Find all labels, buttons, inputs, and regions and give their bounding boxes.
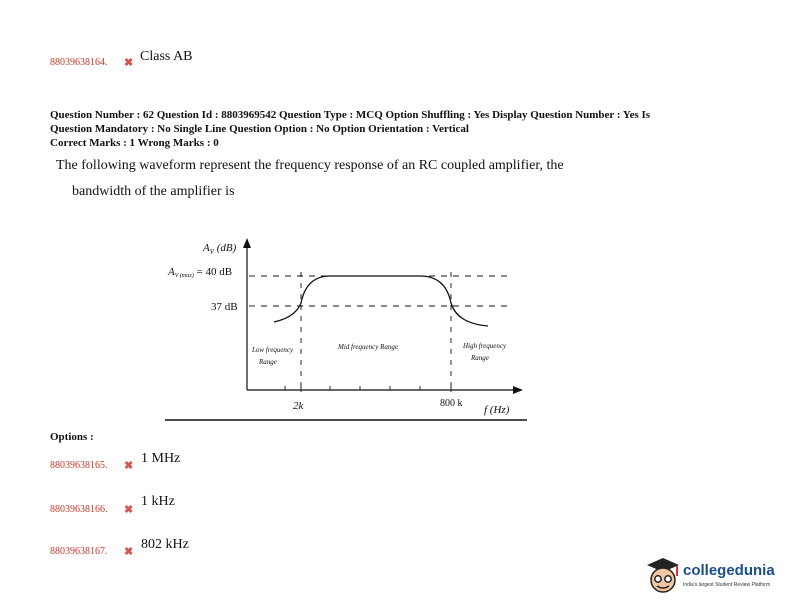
response-curve xyxy=(274,276,488,326)
option-id: 88039638167. xyxy=(50,546,108,557)
option-id: 88039638164. xyxy=(50,57,108,68)
three-db-label: 37 dB xyxy=(211,301,238,313)
high-range-label: High frequency xyxy=(463,342,507,350)
x-axis-label: f (Hz) xyxy=(484,404,510,416)
x-axis-arrow xyxy=(513,386,523,394)
option-text: Class AB xyxy=(140,49,193,64)
y-axis-label: $A_V$ (dB) xyxy=(203,242,237,256)
question-meta-line: Question Number : 62 Question Id : 8803969542 Question Type : MCQ Option Shuffling : Yes Display Question Number : Yes Is xyxy=(50,109,651,121)
cross-icon: ✖ xyxy=(124,57,134,69)
question-text-line: The following waveform represent the frequency response of an RC coupled amplifier, the xyxy=(56,158,564,173)
mid-range-label: Mid frequency Range xyxy=(338,343,398,351)
y-axis-arrow xyxy=(243,238,251,248)
graduate-mascot-icon xyxy=(645,556,681,596)
options-label: Options : xyxy=(50,431,94,443)
collegedunia-logo[interactable] xyxy=(645,556,785,600)
option-id: 88039638166. xyxy=(50,504,108,515)
question-meta-line: Question Mandatory : No Single Line Question Option : No Option Orientation : Vertical xyxy=(50,123,469,135)
tick-label-2k: 2k xyxy=(293,400,304,412)
low-range-label: Range xyxy=(259,358,277,366)
tick-label-800k: 800 k xyxy=(440,398,463,409)
brand-tagline: India's largest Student Review Platform xyxy=(683,582,771,588)
option-1-text[interactable]: 1 MHz xyxy=(141,451,181,466)
option-3-text[interactable]: 802 kHz xyxy=(141,537,189,552)
high-range-label: Range xyxy=(471,354,489,362)
low-range-label: Low frequency xyxy=(252,346,294,354)
option-id: 88039638165. xyxy=(50,460,108,471)
max-gain-label: AV (max) = 40 dB xyxy=(168,266,233,279)
question-marks: Correct Marks : 1 Wrong Marks : 0 xyxy=(50,137,219,149)
cross-icon: ✖ xyxy=(124,460,134,472)
question-text-line: bandwidth of the amplifier is xyxy=(72,184,235,199)
cross-icon: ✖ xyxy=(124,504,134,516)
brand-name: collegedunia xyxy=(683,562,775,579)
option-2-text[interactable]: 1 kHz xyxy=(141,494,175,509)
cross-icon: ✖ xyxy=(124,546,134,558)
